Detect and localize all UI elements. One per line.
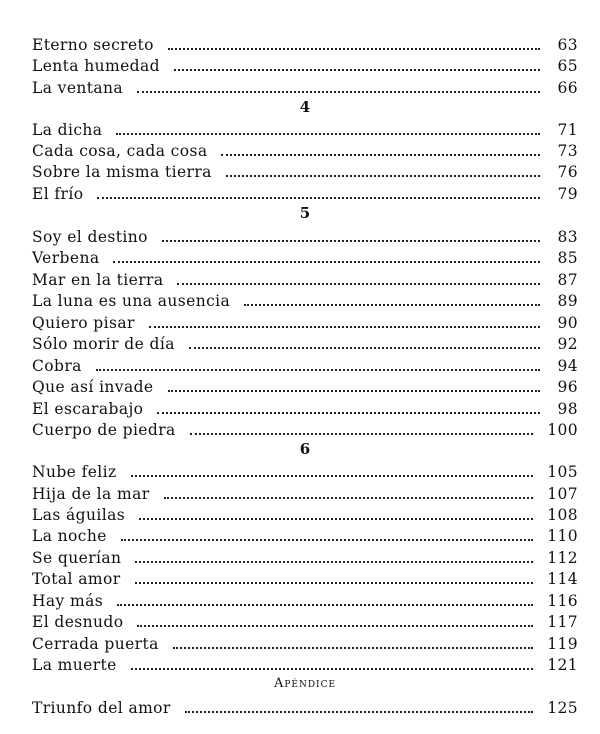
section-heading-6: 6	[299, 440, 311, 458]
entry-page: 107	[547, 485, 578, 503]
dot-leader	[226, 175, 540, 177]
toc-entry[interactable]	[32, 459, 578, 481]
toc-entry[interactable]	[32, 32, 578, 54]
dot-leader	[96, 369, 540, 371]
entry-title: La ventana	[32, 79, 124, 97]
entry-title: Cada cosa, cada cosa	[32, 142, 208, 160]
toc-entry[interactable]	[32, 117, 578, 139]
dot-leader	[139, 518, 533, 520]
toc-entry[interactable]	[32, 652, 578, 674]
entry-title: Sobre la misma tierra	[32, 163, 212, 181]
entry-page: 117	[547, 613, 578, 631]
entry-page: 89	[557, 292, 578, 310]
entry-page: 116	[547, 592, 578, 610]
entry-page: 105	[547, 463, 578, 481]
appendix-heading: Apéndice	[273, 676, 337, 691]
toc-entry[interactable]	[32, 245, 578, 267]
entry-title: Eterno secreto	[32, 36, 154, 54]
toc-entry[interactable]	[32, 545, 578, 567]
toc-entry[interactable]	[32, 396, 578, 418]
entry-title: Nube feliz	[32, 463, 117, 481]
entry-page: 98	[557, 400, 578, 418]
entry-page: 119	[547, 635, 578, 653]
toc-entry[interactable]	[32, 566, 578, 588]
dot-leader	[97, 197, 540, 199]
toc-entry[interactable]	[32, 417, 578, 439]
entry-title: El frío	[32, 185, 84, 203]
entry-title: Hija de la mar	[32, 485, 150, 503]
dot-leader	[244, 304, 540, 306]
entry-page: 100	[547, 421, 578, 439]
dot-leader	[149, 326, 540, 328]
entry-page: 87	[557, 271, 578, 289]
dot-leader	[185, 711, 533, 713]
entry-title: La muerte	[32, 656, 117, 674]
entry-page: 71	[557, 121, 578, 139]
entry-page: 66	[557, 79, 578, 97]
dot-leader	[173, 647, 533, 649]
dot-leader	[117, 604, 533, 606]
dot-leader	[137, 625, 533, 627]
entry-title: Sólo morir de día	[32, 335, 175, 353]
entry-title: Total amor	[32, 570, 121, 588]
entry-title: La luna es una ausencia	[32, 292, 231, 310]
entry-page: 110	[547, 527, 578, 545]
entry-page: 92	[557, 335, 578, 353]
dot-leader	[164, 497, 534, 499]
toc-entry[interactable]	[32, 224, 578, 246]
toc-entry[interactable]	[32, 374, 578, 396]
toc-entry[interactable]	[32, 523, 578, 545]
entry-page: 125	[547, 699, 578, 717]
entry-page: 114	[547, 570, 578, 588]
entry-title: Quiero pisar	[32, 314, 135, 332]
dot-leader	[116, 133, 540, 135]
toc-entry[interactable]	[32, 353, 578, 375]
entry-title: Las águilas	[32, 506, 126, 524]
entry-page: 73	[557, 142, 578, 160]
dot-leader	[131, 475, 534, 477]
entry-title: El escarabajo	[32, 400, 144, 418]
toc-entry[interactable]	[32, 181, 578, 203]
entry-page: 85	[557, 249, 578, 267]
entry-page: 79	[557, 185, 578, 203]
dot-leader	[177, 283, 540, 285]
dot-leader	[174, 69, 540, 71]
toc-entry[interactable]	[32, 159, 578, 181]
entry-page: 76	[557, 163, 578, 181]
dot-leader	[221, 154, 540, 156]
entry-title: Hay más	[32, 592, 104, 610]
dot-leader	[190, 433, 534, 435]
toc-entry[interactable]	[32, 53, 578, 75]
entry-page: 121	[547, 656, 578, 674]
dot-leader	[135, 582, 534, 584]
entry-page: 96	[557, 378, 578, 396]
entry-title: El desnudo	[32, 613, 124, 631]
toc-entry[interactable]	[32, 331, 578, 353]
dot-leader	[135, 561, 533, 563]
entry-page: 94	[557, 357, 578, 375]
toc-entry[interactable]	[32, 481, 578, 503]
toc-entry[interactable]	[32, 631, 578, 653]
dot-leader	[189, 347, 540, 349]
entry-title: Cuerpo de piedra	[32, 421, 176, 439]
entry-page: 108	[547, 506, 578, 524]
entry-title: Cerrada puerta	[32, 635, 159, 653]
toc-entry[interactable]	[32, 267, 578, 289]
toc-entry[interactable]	[32, 609, 578, 631]
entry-title: Mar en la tierra	[32, 271, 164, 289]
toc-entry[interactable]	[32, 138, 578, 160]
entry-title: Soy el destino	[32, 228, 148, 246]
entry-page: 90	[557, 314, 578, 332]
entry-page: 83	[557, 228, 578, 246]
entry-page: 112	[547, 549, 578, 567]
entry-title: La noche	[32, 527, 107, 545]
toc-entry[interactable]	[32, 310, 578, 332]
entry-title: Que así invade	[32, 378, 154, 396]
toc-entry[interactable]	[32, 502, 578, 524]
section-heading-5: 5	[299, 204, 311, 222]
entry-title: La dicha	[32, 121, 103, 139]
entry-title: Lenta humedad	[32, 57, 160, 75]
dot-leader	[137, 91, 540, 93]
toc-entry[interactable]	[32, 588, 578, 610]
dot-leader	[157, 412, 540, 414]
entry-title: Se querían	[32, 549, 122, 567]
entry-page: 63	[557, 36, 578, 54]
dot-leader	[121, 539, 533, 541]
entry-page: 65	[557, 57, 578, 75]
dot-leader	[168, 48, 540, 50]
entry-title: Cobra	[32, 357, 82, 375]
entry-title: Verbena	[32, 249, 100, 267]
section-heading-4: 4	[299, 98, 311, 116]
dot-leader	[168, 390, 540, 392]
dot-leader	[113, 261, 540, 263]
entry-title: Triunfo del amor	[32, 699, 171, 717]
toc-entry[interactable]	[32, 75, 578, 97]
dot-leader	[131, 668, 533, 670]
dot-leader	[162, 240, 540, 242]
toc-entry[interactable]	[32, 695, 578, 717]
toc-entry[interactable]	[32, 288, 578, 310]
